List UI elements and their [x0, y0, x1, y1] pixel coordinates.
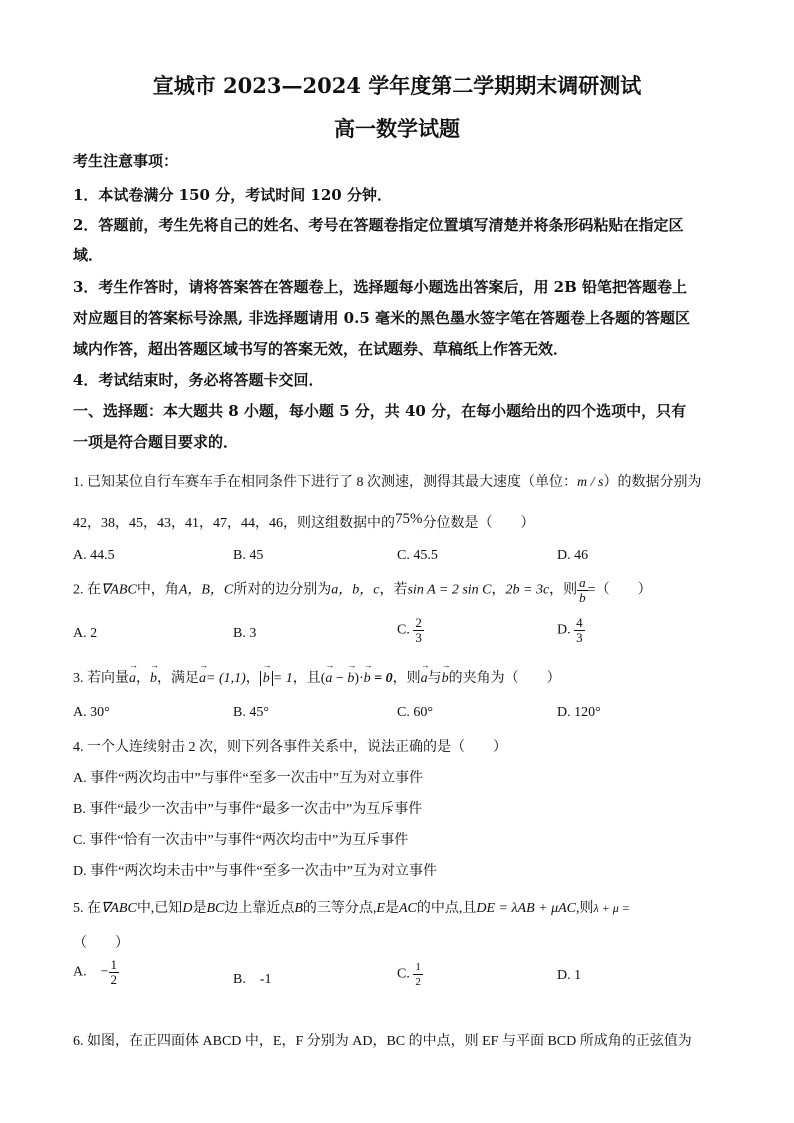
q1-option-b: B. 45 — [233, 548, 264, 563]
q4-option-c: C. 事件“恰有一次击中”与事件“两次均击中”为互斥事件 — [73, 833, 409, 848]
notice-item-1: 1．本试卷满分 150 分，考试时间 120 分钟． — [73, 186, 392, 204]
q1-stem-line-2: 42，38，45，43，41，47，44，46，则这组数据中的75%分位数是（ ） — [73, 511, 535, 531]
notice-item-4: 4．考试结束时，务必将答题卡交回． — [73, 371, 324, 389]
q3-stem: 3. 若向量→ a，→ b，满足→ a= (1,1)，→ b = 1，且(→ a − → b)·→ b = 0，则→ a与→ b的夹角为（ ） — [73, 667, 561, 687]
q4-stem: 4. 一个人连续射击 2 次，则下列各事件关系中，说法正确的是（ ） — [73, 740, 507, 755]
notice-item-3: 3．考生作答时，请将答案答在答题卷上，选择题每小题选出答案后，用 2B 铅笔把答题卷上 — [73, 278, 688, 296]
q5-option-d: D. 1 — [557, 968, 582, 983]
notice-item-2-cont: 域． — [73, 246, 104, 264]
page-title: 宣城市 2023—2024 学年度第二学期期末调研测试 — [152, 73, 642, 98]
q5-vector-equation: DE = λAB + μAC — [476, 901, 576, 916]
q6-stem: 6. 如图，在正四面体 ABCD 中，E，F 分别为 AD，BC 的中点，则 EF 与平面 BCD 所成角的正弦值为 — [73, 1034, 692, 1049]
notice-item-3-cont-1: 对应题目的答案标号涂黑, 非选择题请用 0.5 毫米的黑色墨水签字笔在答题卷上各题的答题区 — [73, 309, 690, 327]
q1-option-a: A. 44.5 — [73, 548, 115, 563]
page-subtitle: 高一数学试题 — [334, 116, 460, 141]
q1-option-c: C. 45.5 — [397, 548, 438, 563]
q3-option-d: D. 120° — [557, 705, 601, 720]
q3-option-c: C. 60° — [397, 705, 433, 720]
q2-ratio-fraction: $\frac{a}{b}$ — [579, 575, 586, 605]
q5-option-c: C. $\frac{1}{2}$ — [397, 961, 421, 988]
notice-item-2: 2．答题前，考生先将自己的姓名、考号在答题卷指定位置填写清楚并将条形码粘贴在指定区 — [73, 216, 684, 234]
q4-option-a: A. 事件“两次均击中”与事件“至多一次击中”互为对立事件 — [73, 771, 423, 786]
notice-heading: 考生注意事项： — [73, 152, 179, 170]
q3-option-b: B. 45° — [233, 705, 269, 720]
q2-option-b: B. 3 — [233, 626, 257, 641]
q2-option-a: A. 2 — [73, 626, 98, 641]
q2-option-c: C. $\frac{2}{3}$ — [397, 615, 422, 645]
notice-item-3-cont-2: 域内作答，超出答题区域书写的答案无效，在试题券、草稿纸上作答无效． — [73, 340, 569, 358]
q2-stem: 2. 在∇ABC中，角A，B，C所对的边分别为a，b，c，若sin A = 2 sin C，2b = 3c，则 $\frac{a}{b}$ =（ ） — [73, 575, 652, 605]
section-heading-line-2: 一项是符合题目要求的． — [73, 433, 239, 451]
q1-unit: m / s — [577, 475, 604, 490]
q2-option-d: D. $\frac{4}{3}$ — [557, 615, 583, 645]
q4-option-d: D. 事件“两次均未击中”与事件“至多一次击中”互为对立事件 — [73, 864, 437, 879]
q5-stem-line-2: （ ） — [73, 936, 129, 951]
q5-stem-line-1: 5. 在∇ABC中,已知D是BC边上靠近点B的三等分点,E是AC的中点,且DE = λAB + μAC,则λ + μ = — [73, 901, 630, 916]
q2-triangle: ∇ABC — [101, 582, 137, 598]
q5-option-a: A. − $\frac{1}{2}$ — [73, 957, 118, 987]
q1-percent: 75% — [395, 511, 423, 527]
q5-option-b: B. -1 — [233, 972, 272, 987]
q1-option-d: D. 46 — [557, 548, 589, 563]
q4-option-b: B. 事件“最少一次击中”与事件“最多一次击中”为互斥事件 — [73, 802, 423, 817]
q3-option-a: A. 30° — [73, 705, 110, 720]
section-heading-line-1: 一、选择题：本大题共 8 小题，每小题 5 分，共 40 分，在每小题给出的四个选项中，只有 — [73, 402, 687, 420]
q1-stem-line-1: 1. 已知某位自行车赛车手在相同条件下进行了 8 次测速，测得其最大速度（单位：m / s）的数据分别为 — [73, 475, 702, 490]
